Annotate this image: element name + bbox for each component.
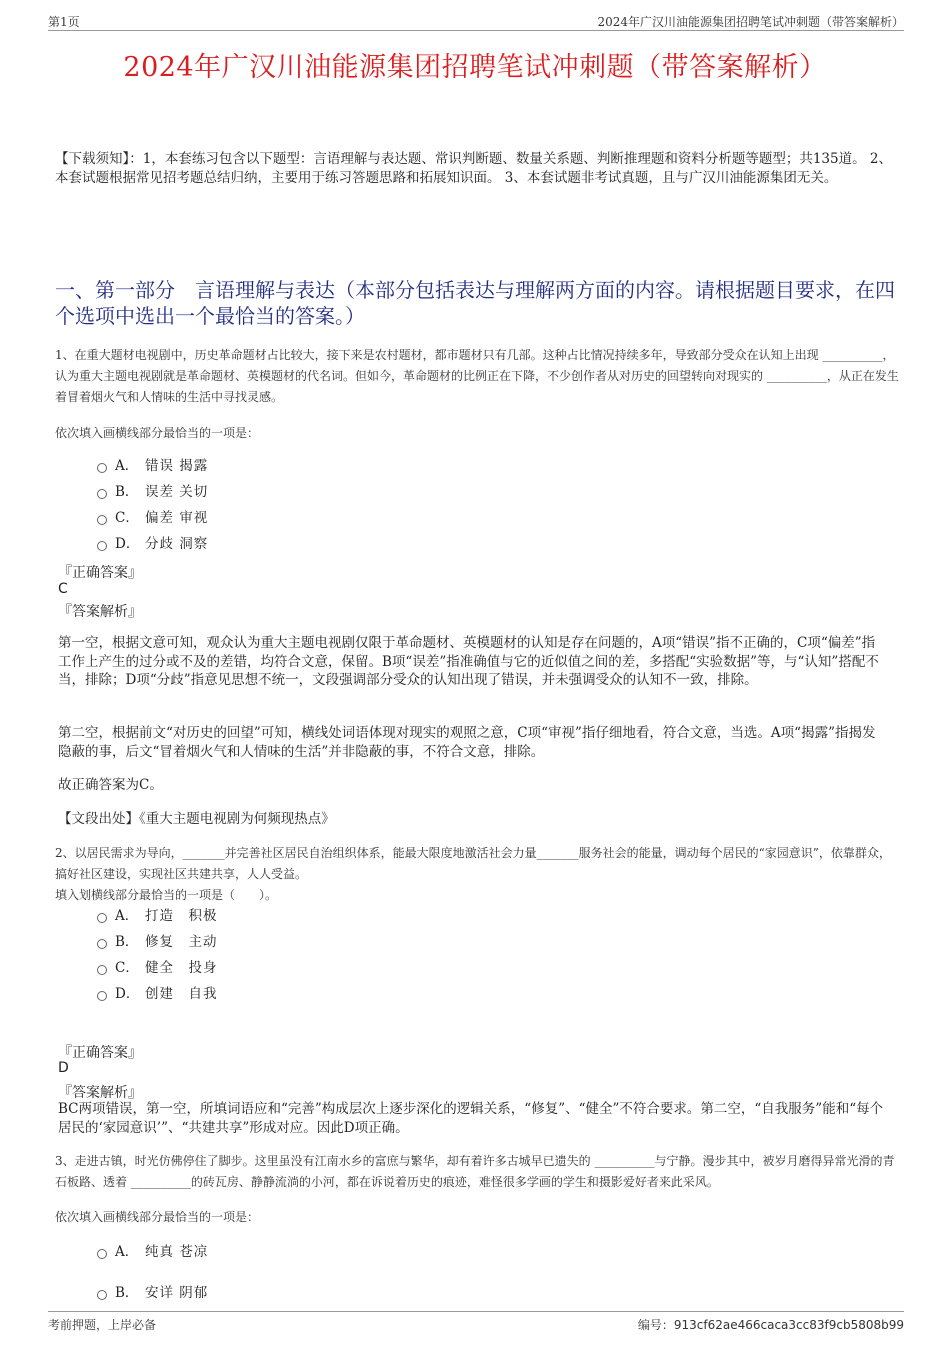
- radio-icon[interactable]: [97, 489, 107, 499]
- question-1-option-b[interactable]: B． 误差 关切: [97, 482, 208, 502]
- question-3-option-b[interactable]: B． 安详 阴郁: [97, 1283, 208, 1303]
- radio-icon[interactable]: [97, 1249, 107, 1259]
- radio-icon[interactable]: [97, 463, 107, 473]
- radio-icon[interactable]: [97, 515, 107, 525]
- question-2-option-c[interactable]: C． 健全 投身: [97, 958, 218, 978]
- question-1-option-c[interactable]: C． 偏差 审视: [97, 508, 208, 528]
- question-3-option-a[interactable]: A． 纯真 苍凉: [97, 1242, 208, 1262]
- header-doc-title: 2024年广汉川油能源集团招聘笔试冲刺题（带答案解析）: [597, 15, 904, 29]
- footer-serial-number: 编号：913cf62ae466caca3cc83f9cb5808b99: [637, 1318, 904, 1332]
- page-number: 第1页: [48, 15, 80, 29]
- radio-icon[interactable]: [97, 1290, 107, 1300]
- question-2-option-a[interactable]: A． 打造 积极: [97, 906, 218, 926]
- question-1-answer: C: [58, 581, 68, 597]
- question-1-option-d[interactable]: D． 分歧 洞察: [97, 534, 208, 554]
- question-2-prompt: 填入划横线部分最恰当的一项是（ ）。: [55, 888, 278, 902]
- footer-slogan: 考前押题，上岸必备: [48, 1318, 157, 1332]
- question-1-option-a[interactable]: A． 错误 揭露: [97, 456, 208, 476]
- question-1-stem: 1、在重大题材电视剧中，历史革命题材占比较大，接下来是农村题材，都市题材只有几部。这种占比情况持续多年，导致部分受众在认知上出现 __________，认为重大主题电视剧就是革命题材、英模题材的代名词。但如今，革命题材的比例正在下降，不少创作者从对历史的回望转向对现实的 __________，从正在发生着冒着烟火气和人情味的生活中寻找灵感。: [55, 348, 899, 404]
- question-1-analysis-paragraph-2: 第二空，根据前文“对历史的回望”可知，横线处词语体现对现实的观照之意，C项“审视”指仔细地看，符合文意，当选。A项“揭露”指揭发隐蔽的事，后文“冒着烟火气和人情味的生活”并非隐蔽的事，不符合文意，排除。: [58, 725, 876, 760]
- question-1-answer-label: 『正确答案』: [58, 565, 142, 581]
- radio-icon[interactable]: [97, 939, 107, 949]
- question-2-analysis: BC两项错误，第一空，所填词语应和“完善”构成层次上逐步深化的逻辑关系，“修复”、“健全”不符合要求。第二空，“自我服务”能和“每个居民的‘家园意识’”、“共建共享”形成对应。因此D项正确。: [58, 1101, 884, 1136]
- download-notice: 【下载须知】：1，本套练习包含以下题型：言语理解与表达题、常识判断题、数量关系题、判断推理题和资料分析题等题型；共135道。 2、本套试题根据常见招考题总结归纳，主要用于练习答题思路和拓展知识面。 3、本套试题非考试真题，且与广汉川油能源集团无关。: [55, 151, 892, 186]
- question-2-stem: 2、以居民需求为导向，_______并完善社区居民自治组织体系，能最大限度地激活社会力量_______服务社会的能量，调动每个居民的“家园意识”，依靠群众，搞好社区建设，实现社区共建共享，人人受益。: [55, 846, 891, 881]
- question-3-prompt: 依次填入画横线部分最恰当的一项是：: [55, 1210, 260, 1224]
- radio-icon[interactable]: [97, 913, 107, 923]
- question-1-source: 【文段出处】《重大主题电视剧为何频现热点》: [58, 811, 335, 827]
- page-footer: [48, 1311, 904, 1334]
- question-1-analysis-label: 『答案解析』: [58, 604, 142, 620]
- question-1-analysis-paragraph-1: 第一空，根据文意可知，观众认为重大主题电视剧仅限于革命题材、英模题材的认知是存在问题的，A项“错误”指不正确的，C项“偏差”指工作上产生的过分或不及的差错，均符合文意，保留。B项“误差”指准确值与它的近似值之间的差，多搭配“实验数据”等，与“认知”搭配不当，排除；D项“分歧”指意见思想不统一，文段强调部分受众的认知出现了错误，并未强调受众的认知不一致，排除。: [58, 635, 879, 688]
- question-2-answer: D: [58, 1060, 69, 1076]
- document-title: 2024年广汉川油能源集团招聘笔试冲刺题（带答案解析）: [123, 52, 827, 83]
- radio-icon[interactable]: [97, 991, 107, 1001]
- question-1-prompt: 依次填入画横线部分最恰当的一项是：: [55, 426, 260, 440]
- question-2-option-b[interactable]: B． 修复 主动: [97, 932, 218, 952]
- question-1-analysis-conclusion: 故正确答案为C。: [58, 777, 163, 793]
- question-2-analysis-label: 『答案解析』: [58, 1085, 142, 1101]
- question-2-option-d[interactable]: D． 创建 自我: [97, 984, 218, 1004]
- radio-icon[interactable]: [97, 965, 107, 975]
- section-heading: 一、第一部分 言语理解与表达（本部分包括表达与理解两方面的内容。请根据题目要求，在四个选项中选出一个最恰当的答案。）: [55, 278, 895, 328]
- radio-icon[interactable]: [97, 541, 107, 551]
- question-3-stem: 3、走进古镇，时光仿佛停住了脚步。这里虽没有江南水乡的富庶与繁华，却有着许多古城早已遗失的 __________与宁静。漫步其中，被岁月磨得异常光滑的青石板路、透着 __________的砖瓦房、静静流淌的小河，都在诉说着历史的痕迹，难怪很多学画的学生和摄影爱好者来此采风。: [55, 1154, 895, 1189]
- page-header: [48, 10, 904, 31]
- question-2-answer-label: 『正确答案』: [58, 1045, 142, 1061]
